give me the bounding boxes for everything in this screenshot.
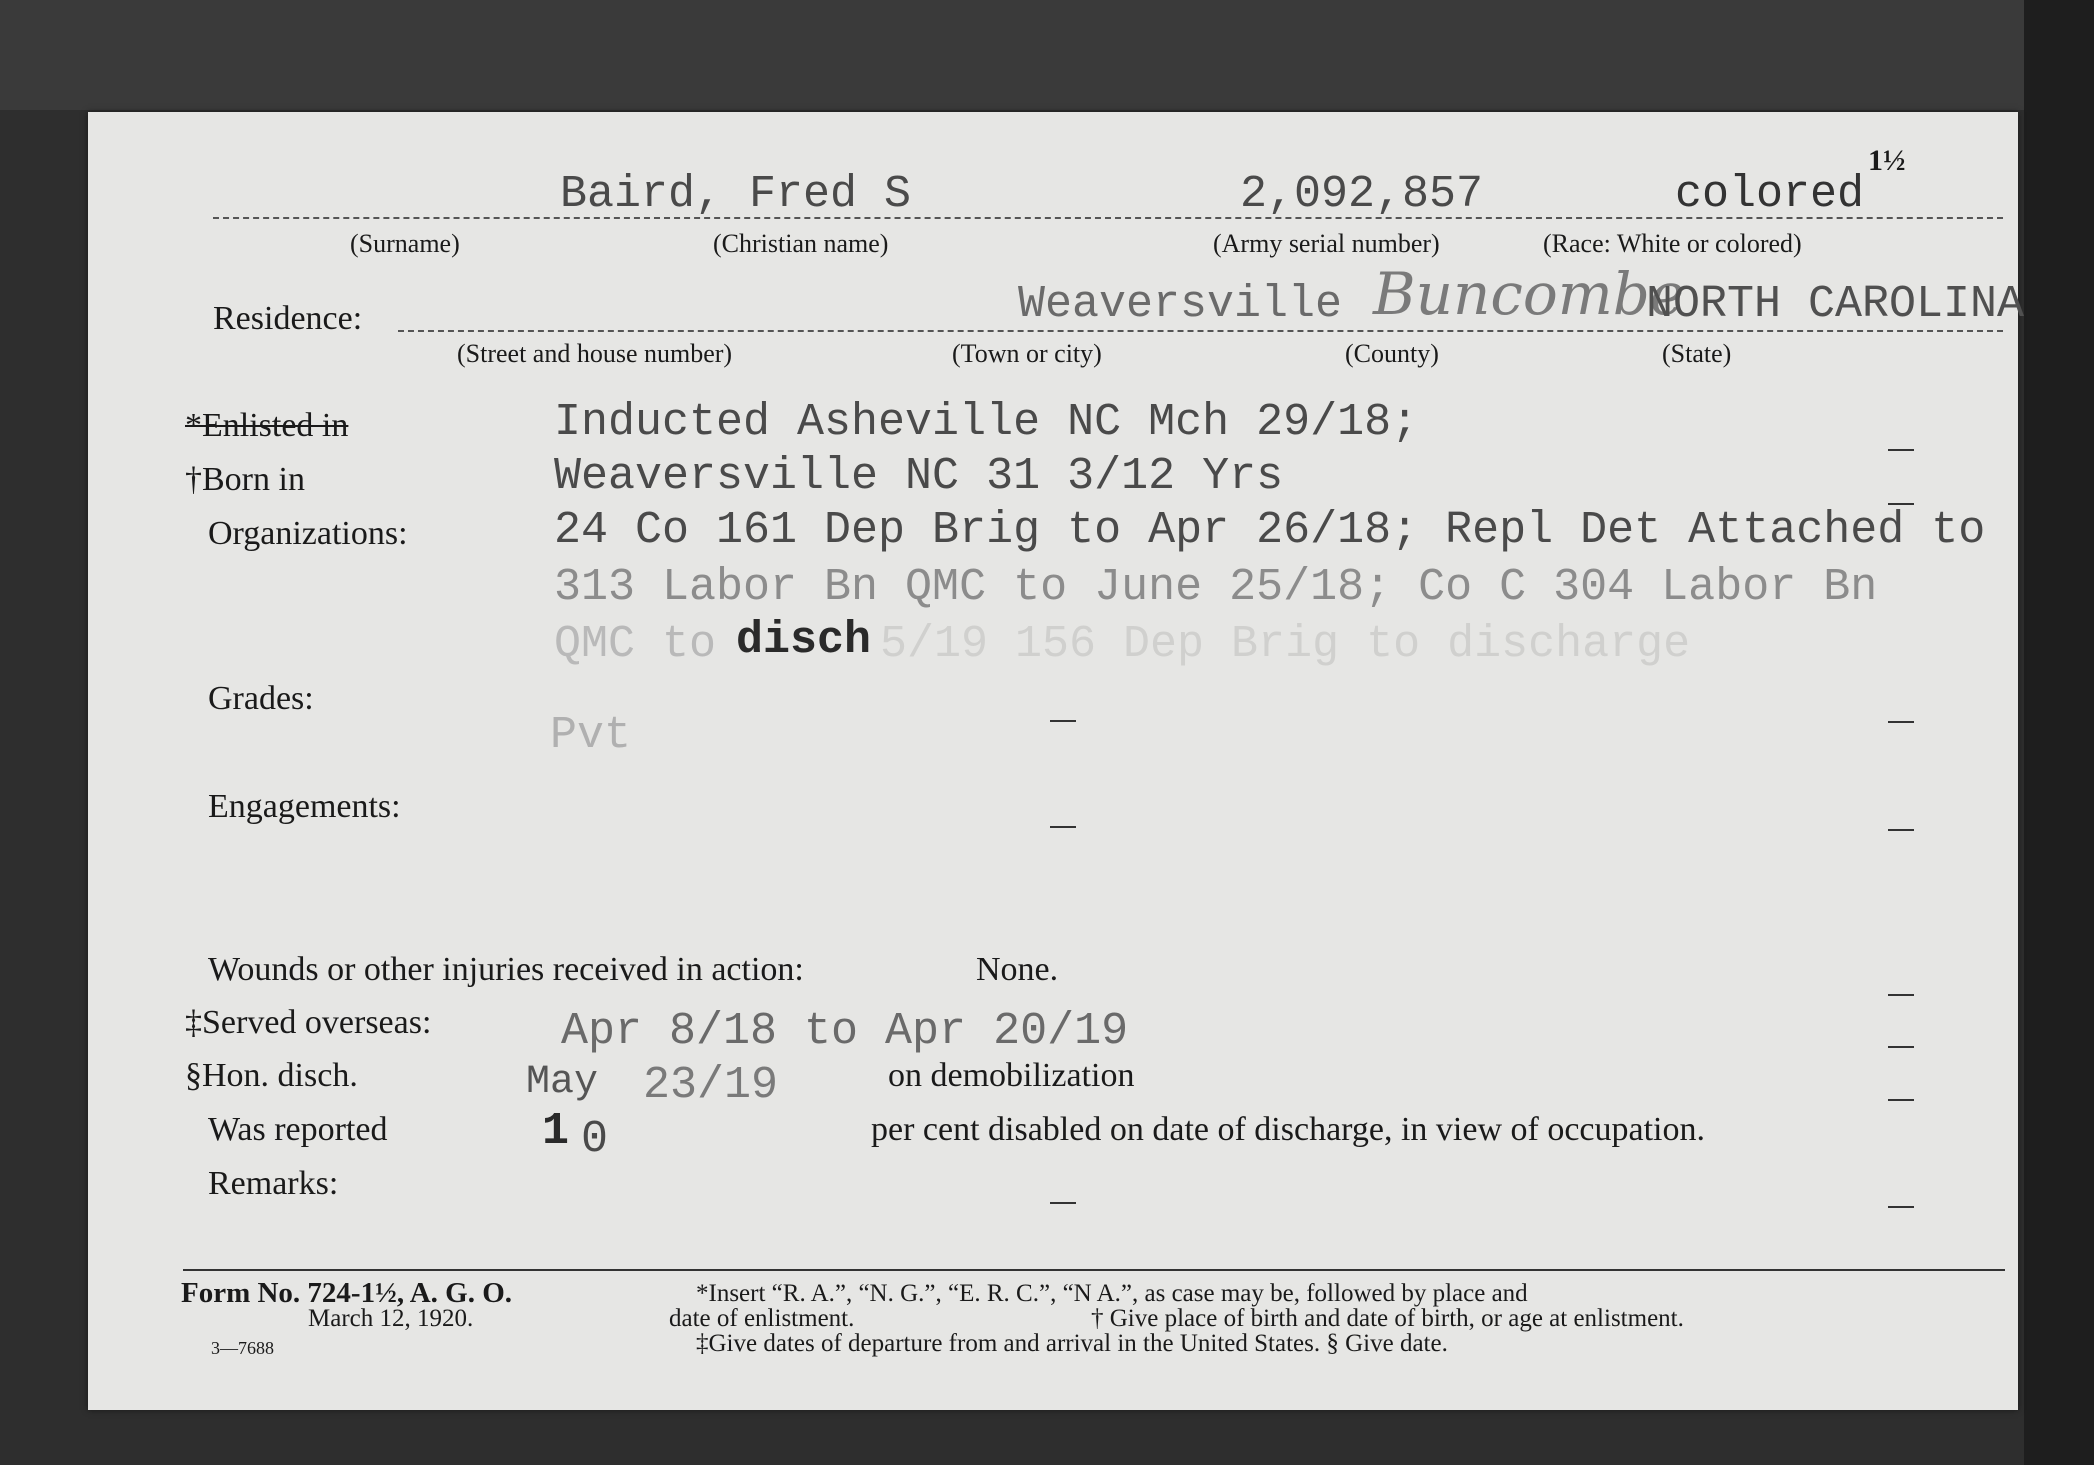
line-end-mark xyxy=(1888,829,1914,831)
hon-disch-label: §Hon. disch. xyxy=(185,1057,358,1094)
line-end-mark xyxy=(1888,1206,1914,1208)
organizations-label: Organizations: xyxy=(208,515,408,552)
residence-county-handwritten: Buncombe xyxy=(1373,260,1685,328)
born-value: Weaversville NC 31 3/12 Yrs xyxy=(554,451,1284,502)
surname-value: Baird, Fred S xyxy=(560,169,912,220)
footer-rule xyxy=(183,1269,2005,1271)
residence-state-value: NORTH CAROLINA xyxy=(1646,279,2025,330)
organizations-line-3a: QMC to xyxy=(554,619,717,670)
born-in-label: †Born in xyxy=(185,461,305,498)
percent-digit-1: 1 xyxy=(542,1106,570,1157)
disch-reason: on demobilization xyxy=(888,1057,1135,1094)
grades-label: Grades: xyxy=(208,680,314,717)
form-date: March 12, 1920. xyxy=(308,1305,474,1332)
header-line xyxy=(213,217,2003,219)
enlisted-in-label: *Enlisted in xyxy=(185,407,349,444)
footnote-insert: *Insert “R. A.”, “N. G.”, “E. R. C.”, “N A.”, as case may be, followed by place and xyxy=(696,1280,1528,1307)
form-code: 3—7688 xyxy=(211,1338,274,1358)
served-overseas-value: Apr 8/18 to Apr 20/19 xyxy=(561,1006,1129,1057)
residence-line xyxy=(398,330,2003,332)
surname-caption: (Surname) xyxy=(350,229,460,258)
serial-caption: (Army serial number) xyxy=(1213,229,1440,258)
percent-text: per cent disabled on date of discharge, in view of occupation. xyxy=(871,1111,1705,1148)
engagements-label: Engagements: xyxy=(208,788,401,825)
disch-month-value: May xyxy=(526,1060,599,1105)
race-value: colored xyxy=(1675,169,1865,220)
line-end-mark xyxy=(1050,826,1076,828)
scanner-background-top xyxy=(0,0,2094,110)
christian-name-caption: (Christian name) xyxy=(713,229,889,258)
race-caption: (Race: White or colored) xyxy=(1543,229,1802,258)
remarks-label: Remarks: xyxy=(208,1165,339,1202)
grade-value: Pvt xyxy=(550,710,632,761)
served-overseas-label: ‡Served overseas: xyxy=(185,1004,432,1041)
organizations-line-3b: disch xyxy=(736,615,872,666)
town-caption: (Town or city) xyxy=(952,339,1102,368)
scanner-background-right xyxy=(2024,0,2094,1465)
line-end-mark xyxy=(1888,449,1914,451)
organizations-line-1: 24 Co 161 Dep Brig to Apr 26/18; Repl Det Attached to xyxy=(554,505,1986,556)
organizations-line-2: 313 Labor Bn QMC to June 25/18; Co C 304 Labor Bn xyxy=(554,562,1878,613)
footnote-birth: † Give place of birth and date of birth, or age at enlistment. xyxy=(1091,1305,1684,1332)
line-end-mark xyxy=(1888,994,1914,996)
footnote-dates: ‡Give dates of departure from and arrival in the United States. § Give date. xyxy=(696,1330,1448,1357)
wounds-label: Wounds or other injuries received in action: xyxy=(208,951,804,988)
state-caption: (State) xyxy=(1662,339,1732,368)
disch-date-value: 23/19 xyxy=(643,1060,779,1111)
line-end-mark xyxy=(1050,1202,1076,1204)
line-end-mark xyxy=(1888,1099,1914,1101)
organizations-line-3c: 5/19 156 Dep Brig to discharge xyxy=(880,619,1691,670)
enlisted-value: Inducted Asheville NC Mch 29/18; xyxy=(554,397,1419,448)
footnote-enlistment-date: date of enlistment. xyxy=(669,1305,855,1332)
residence-town-value: Weaversville xyxy=(1018,279,1343,330)
residence-label: Residence: xyxy=(213,300,363,337)
percent-digit-0: 0 xyxy=(581,1114,609,1165)
fraction-mark: 1½ xyxy=(1868,144,1906,177)
wounds-value: None. xyxy=(976,951,1059,988)
was-reported-label: Was reported xyxy=(208,1111,388,1148)
form-number: Form No. 724-1½, A. G. O. xyxy=(181,1277,513,1309)
line-end-mark xyxy=(1888,721,1914,723)
county-caption: (County) xyxy=(1345,339,1439,368)
street-caption: (Street and house number) xyxy=(457,339,733,368)
service-record-card xyxy=(88,112,2025,1410)
line-end-mark xyxy=(1888,1046,1914,1048)
line-end-mark xyxy=(1050,720,1076,722)
serial-number-value: 2,092,857 xyxy=(1240,169,1484,220)
